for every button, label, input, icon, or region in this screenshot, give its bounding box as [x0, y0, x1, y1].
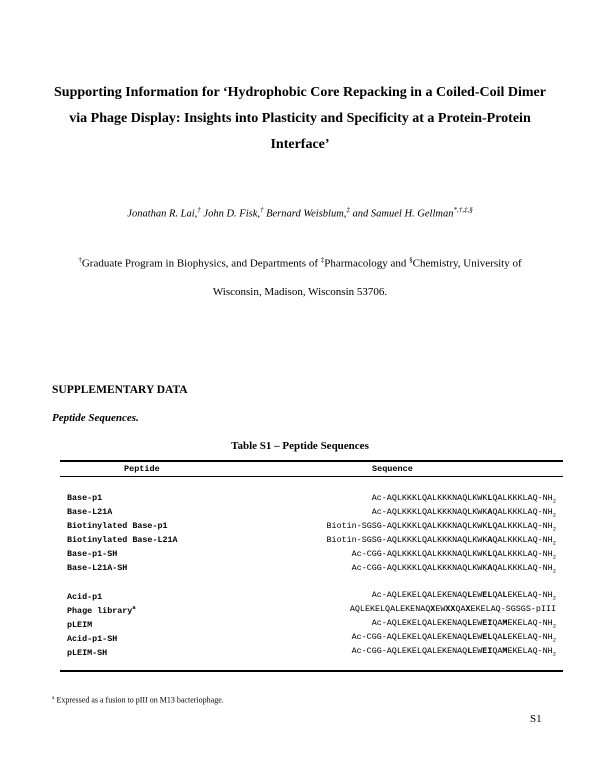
peptide-name: Acid-p1-SH	[67, 633, 118, 644]
section-heading: SUPPLEMENTARY DATA	[52, 384, 188, 396]
column-header-peptide: Peptide	[124, 464, 160, 474]
table-row	[0, 507, 600, 521]
peptide-name: Biotinylated Base-L21A	[67, 535, 178, 545]
author-1-mark: †	[197, 206, 201, 214]
affil-text-1: Graduate Program in Biophysics, and Departments of	[81, 257, 318, 270]
affiliation-line-1	[40, 246, 560, 278]
author-list	[0, 206, 600, 220]
table-top-rule	[60, 460, 563, 462]
peptide-sequence: $Ac-CGG-AQLEKELQALEKENAQLEWELQALEKELAQ-NH_2$	[351, 632, 556, 644]
table-row	[0, 646, 600, 660]
peptide-sequence: Biotin-$SGSG-AQLKKKLQALKKKNAQLKWKLQALKKKLAQ-NH_2$	[326, 521, 556, 533]
title-line-3: Interface’	[270, 137, 330, 152]
table-header-rule	[60, 476, 563, 477]
table-row	[0, 535, 600, 549]
peptide-sequence: Biotin-$SGSG-AQLKKKLQALKKKNAQLKWKAQALKKKLAQ-NH_2$	[326, 535, 556, 547]
affil-mark-2: ‡	[320, 256, 325, 264]
table-row	[0, 493, 600, 507]
table-row	[0, 618, 600, 632]
table-row	[0, 590, 600, 604]
title-line-1: Supporting Information for ‘Hydrophobic Core Repacking in a Coiled-Coil Dimer	[54, 85, 546, 100]
author-1: Jonathan R. Lai,	[127, 208, 198, 220]
footnote-text: Expressed as a fusion to pIII on M13 bacteriophage.	[56, 695, 224, 705]
peptide-sequence: $Ac-AQLEKELQALEKENAQLEWEIQAMEKELAQ-NH_2$	[371, 618, 556, 630]
peptide-name: Acid-p1	[67, 591, 103, 602]
paper-title	[40, 80, 560, 158]
title-line-2: via Phage Display: Insights into Plasticity and Specificity at a Protein-Protein	[69, 111, 531, 126]
table-footnote	[52, 695, 224, 705]
peptide-sequence: $Ac-AQLEKELQALEKENAQLEWELQALEKELAQ-NH_2$	[371, 590, 556, 602]
subsection-heading: Peptide Sequences.	[52, 412, 139, 424]
affiliation	[40, 246, 560, 306]
table-bottom-rule	[60, 670, 563, 672]
peptide-name: Biotinylated Base-p1	[67, 521, 168, 531]
author-3-mark: ‡	[346, 206, 350, 214]
affil-text-3: Chemistry, University of	[412, 257, 522, 270]
peptide-sequence: $Ac-AQLKKKLQALKKKNAQLKWKAQALKKKLAQ-NH_2$	[371, 507, 556, 519]
peptide-name: Base-p1-SH	[67, 549, 118, 559]
table-row	[0, 549, 600, 563]
peptide-sequence: $Ac-CGG-AQLKKKLQALKKKNAQLKWKAQALKKKLAQ-NH_2$	[351, 563, 556, 575]
peptide-name: pLEIM	[67, 619, 93, 630]
table-row	[0, 563, 600, 577]
affiliation-line-2: Wisconsin, Madison, Wisconsin 53706.	[212, 285, 388, 298]
peptide-sequence: AQLEKELQALEKENAQXEWXXQAXEKELAQ-SGSGS-pIII	[349, 604, 556, 614]
table-row	[0, 521, 600, 535]
column-header-sequence: Sequence	[372, 464, 413, 474]
table-row	[0, 632, 600, 646]
peptide-name: Base-p1	[67, 493, 103, 503]
author-4-mark: *,†,‡,§	[453, 206, 473, 214]
footnote-mark: a	[52, 695, 55, 701]
affil-mark-1: †	[78, 256, 82, 264]
author-4: and Samuel H. Gellman	[352, 208, 454, 220]
peptide-name: Base-L21A-SH	[67, 563, 128, 573]
peptide-name: Phage library$^a$	[67, 604, 136, 616]
peptide-sequence: $Ac-CGG-AQLKKKLQALKKKNAQLKWKLQALKKKLAQ-NH_2$	[351, 549, 556, 561]
page-number: S1	[530, 713, 542, 725]
affil-mark-3: §	[409, 256, 413, 264]
table-row	[0, 604, 600, 618]
affil-text-2: Pharmacology and	[324, 257, 407, 270]
peptide-sequence: $Ac-CGG-AQLEKELQALEKENAQLEWEIQAMEKELAQ-NH_2$	[351, 646, 556, 658]
peptide-name: Base-L21A	[67, 507, 113, 517]
table-caption: Table S1 – Peptide Sequences	[231, 440, 369, 452]
peptide-sequence: $Ac-AQLKKKLQALKKKNAQLKWKLQALKKKLAQ-NH_2$	[371, 493, 556, 505]
author-3: Bernard Weisblum,	[266, 208, 347, 220]
author-2-mark: †	[259, 206, 264, 214]
author-2: John D. Fisk,	[203, 208, 260, 220]
peptide-name: pLEIM-SH	[67, 647, 108, 658]
